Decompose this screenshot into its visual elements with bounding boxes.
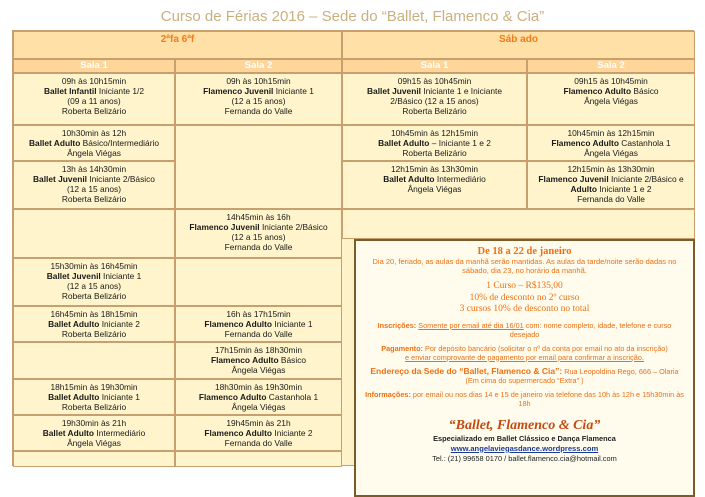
weekday-header xyxy=(13,31,342,59)
class-cell: 09h às 10h15min Ballet Infantil Iniciante 1/2 (09 a 11 anos) Roberta Belizário xyxy=(13,73,175,125)
class-cell: 19h45min às 21h Flamenco Adulto Iniciante 2 Fernanda do Valle xyxy=(175,415,342,451)
class-cell: 14h45min às 16h Flamenco Juvenil Iniciante 2/Básico (12 a 15 anos) Fernanda do Valle xyxy=(175,209,342,258)
empty-cell xyxy=(13,342,175,379)
brand-logo: “Ballet, Flamenco & Cia” xyxy=(448,417,601,433)
dates-heading: De 18 a 22 de janeiro xyxy=(477,246,572,257)
saturday-header xyxy=(342,31,695,59)
pagamento-text: Pagamento: Por depósito bancário (solicitar o nº da conta por email no ato da inscrição) e enviar comprovante de pagamento por email para confirmar a inscrição. xyxy=(381,343,668,362)
class-cell: 12h15min às 13h30min Flamenco Juvenil Iniciante 2/Básico e Adulto Iniciante 1 e 2 Fernanda do Valle xyxy=(527,161,695,209)
page-title: Curso de Férias 2016 – Sede do “Ballet, Flamenco & Cia” xyxy=(160,8,545,25)
empty-cell xyxy=(13,451,175,467)
class-cell: 18h30min às 19h30min Flamenco Adulto Castanhola 1 Ângela Viégas xyxy=(175,379,342,415)
class-cell: 18h15min às 19h30min Ballet Adulto Iniciante 1 Roberta Belizário xyxy=(13,379,175,415)
empty-cell xyxy=(175,125,342,209)
class-cell: 15h30min às 16h45min Ballet Juvenil Iniciante 1 (12 a 15 anos) Roberta Belizário xyxy=(13,258,175,306)
info-box xyxy=(354,239,695,497)
class-cell: 12h15min às 13h30min Ballet Adulto Intermediário Ângela Viégas xyxy=(342,161,527,209)
contact-text: Tel.: (21) 99658 0170 / ballet.flamenco.cia@hotmail.com xyxy=(432,453,617,463)
price-line: 3 cursos 10% de desconto no total xyxy=(459,304,590,314)
holiday-note: Dia 20, feriado, as aulas da manhã serão mantidas. As aulas da tarde/noite serão dadas no sábado, dia 23, no horário da manhã. xyxy=(372,257,677,275)
empty-cell xyxy=(13,209,175,258)
class-cell: 16h45min às 18h15min Ballet Adulto Iniciante 2 Roberta Belizário xyxy=(13,306,175,342)
price-line: 1 Curso – R$135,00 xyxy=(486,281,563,291)
class-cell: 17h15min às 18h30min Flamenco Adulto Básico Ângela Viégas xyxy=(175,342,342,379)
sat-sala2-header: Sala 2 xyxy=(527,59,695,73)
informacoes-text: Informações: por email ou nos dias 14 e 15 de janeiro via telefone das 10h às 12h e 15h30min às 18h xyxy=(365,389,684,408)
empty-cell xyxy=(175,258,342,306)
class-cell: 10h30min às 12h Ballet Adulto Básico/Intermediário Ângela Viégas xyxy=(13,125,175,161)
class-cell: 09h às 10h15min Flamenco Juvenil Iniciante 1 (12 a 15 anos) Fernanda do Valle xyxy=(175,73,342,125)
class-cell: 16h às 17h15min Flamenco Adulto Iniciante 1 Fernanda do Valle xyxy=(175,306,342,342)
empty-cell xyxy=(342,209,695,239)
saturday-header-label: Sáb ado xyxy=(499,34,538,45)
schedule-grid xyxy=(12,30,694,466)
class-cell: 13h às 14h30min Ballet Juvenil Iniciante 2/Básico (12 a 15 anos) Roberta Belizário xyxy=(13,161,175,209)
empty-cell xyxy=(175,451,342,467)
sala1-header: Sala 1 xyxy=(13,59,175,73)
inscricoes-text: Inscrições: Somente por email até dia 16/01 com: nome completo, idade, telefone e curso desejado xyxy=(377,320,672,339)
endereco-text: Endereço da Sede do “Ballet, Flamenco & Cia”: Rua Leopoldina Rego, 666 – Olaria (Em cima do supermercado “Extra” ) xyxy=(370,365,679,385)
weekday-header-label: 2ªfa 6ªf xyxy=(160,34,195,45)
class-cell: 09h15 às 10h45min Ballet Juvenil Iniciante 1 e Iniciante 2/Básico (12 a 15 anos) Roberta Belizário xyxy=(342,73,527,125)
website-link[interactable]: www.angelaviegasdance.wordpress.com xyxy=(450,443,599,453)
sala2-header: Sala 2 xyxy=(175,59,342,73)
class-cell: 10h45min às 12h15min Flamenco Adulto Castanhola 1 Ângela Viégas xyxy=(527,125,695,161)
class-cell: 19h30min às 21h Ballet Adulto Intermediário Ângela Viégas xyxy=(13,415,175,451)
class-cell: 10h45min às 12h15min Ballet Adulto – Iniciante 1 e 2 Roberta Belizário xyxy=(342,125,527,161)
sat-sala1-header: Sala 1 xyxy=(342,59,527,73)
price-block xyxy=(364,281,685,316)
specialization-text: Especializado em Ballet Clássico e Dança Flamenca xyxy=(433,433,616,443)
class-cell: 09h15 às 10h45min Flamenco Adulto Básico Ângela Viégas xyxy=(527,73,695,125)
price-line: 10% de desconto no 2º curso xyxy=(469,292,580,303)
